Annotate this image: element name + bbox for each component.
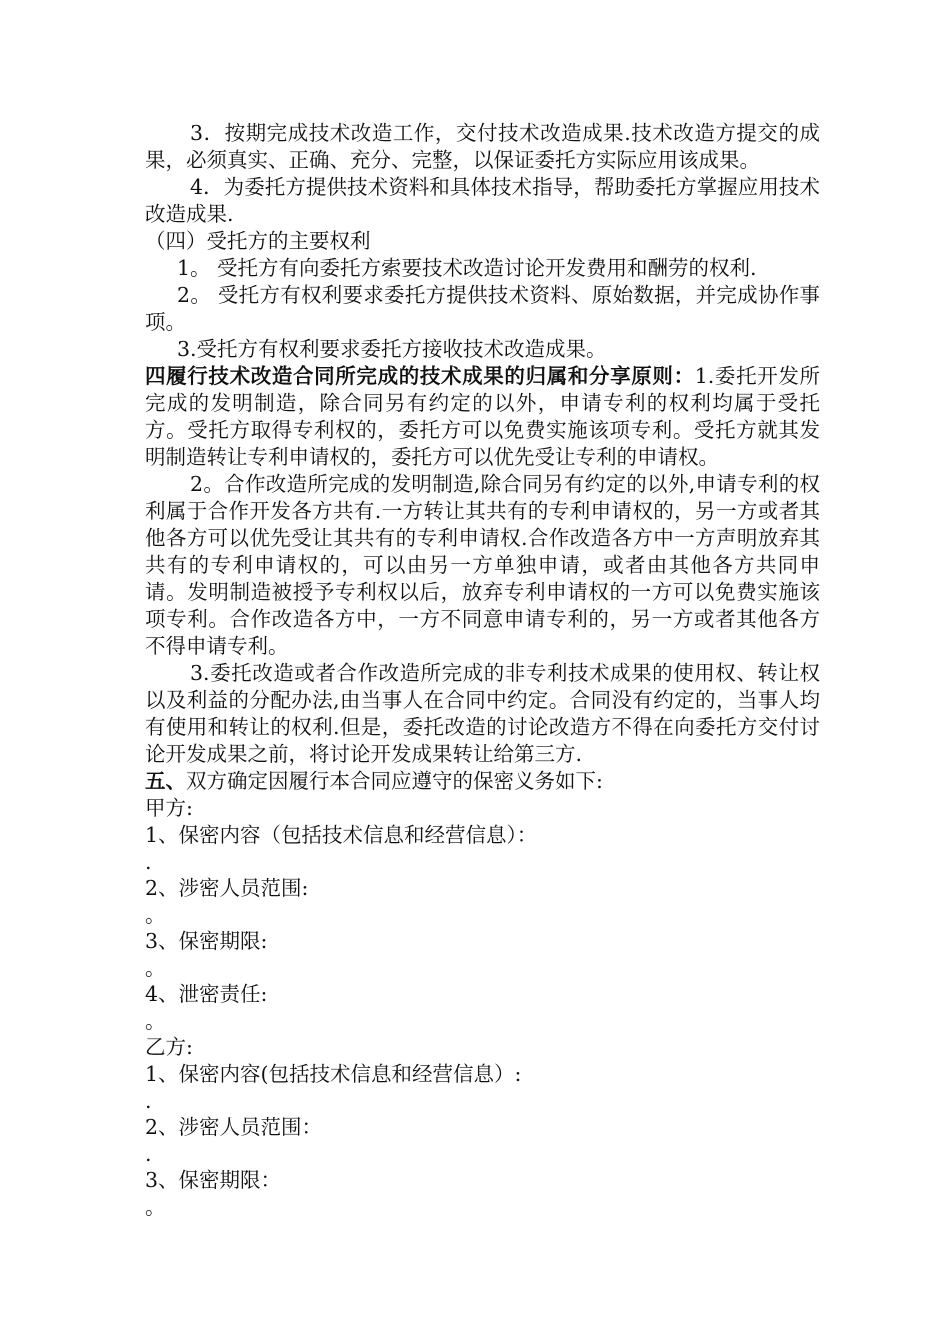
document-page: [145, 120, 820, 1220]
paragraph-cooperation-3: 3.委托改造或者合作改造所完成的非专利技术成果的使用权、转让权以及利益的分配办法,由当事人在合同中约定。合同没有约定的，当事人均有使用和转让的权利.但是，委托改造的讨论改造方不得在向委托方交付讨论开发成果之前，将讨论开发成果转让给第三方.: [145, 661, 820, 766]
party-a-item-blank: .: [145, 850, 152, 874]
section-five-title: [145, 768, 820, 795]
party-a-item-blank: 。: [145, 903, 166, 927]
party-a-label: 甲方:: [145, 796, 193, 820]
section-five-number: 五、: [145, 769, 186, 793]
heading-trustee-rights: （四）受托方的主要权利: [145, 229, 371, 253]
party-a-item-blank: 。: [145, 956, 166, 980]
paragraph-cooperation-2: 2。合作改造所完成的发明制造,除合同另有约定的以外,申请专利的权利属于合作开发各方共有.一方转让其共有的专利申请权的，另一方或者其他各方可以优先受让其共有的专利申请权.合作改造各方中一方声明放弃其共有的专利申请权的，可以由另一方单独申请，或者由其他各方共同申请。发明制造被授予专利权以后，放弃专利申请权的一方可以免费实施该项专利。合作改造各方中，一方不同意申请专利的，另一方或者其他各方不得申请专利。: [145, 472, 820, 658]
party-b-item-blank: 。: [145, 1195, 166, 1219]
party-a-item-label: 2、涉密人员范围:: [145, 876, 309, 900]
party-a-item-label: 1、保密内容（包括技术信息和经营信息）：: [145, 823, 538, 847]
party-a-item-blank: 。: [145, 1009, 166, 1033]
party-b-item-label: 2、涉密人员范围：: [145, 1115, 323, 1139]
party-b-item-blank: .: [145, 1142, 152, 1166]
party-b-item-label: 3、保密期限：: [145, 1168, 282, 1192]
party-b-item-label: 1、保密内容(包括技术信息和经营信息）:: [145, 1062, 522, 1086]
section-four-title: 四履行技术改造合同所完成的技术成果的归属和分享原则：: [145, 364, 695, 388]
paragraph-right-3: 3.受托方有权利要求委托方接收技术改造成果。: [177, 337, 607, 361]
paragraph-right-1: 1。 受托方有向委托方索要技术改造讨论开发费用和酬劳的权利.: [177, 256, 757, 280]
paragraph-duty-4: 4．为委托方提供技术资料和具体技术指导，帮助委托方掌握应用技术改造成果.: [145, 175, 820, 226]
party-a-item-label: 3、保密期限:: [145, 929, 268, 953]
party-b-item-blank: .: [145, 1089, 152, 1113]
section-four: [145, 363, 820, 471]
party-b-label: 乙方:: [145, 1035, 193, 1059]
section-four-text: 1.委托开发所完成的发明制造，除合同另有约定的以外，申请专利的权利均属于受托方。受托方取得专利权的，委托方可以免费实施该项专利。受托方就其发明制造转让专利申请权的，委托方可以优先受让专利的申请权。: [145, 364, 821, 469]
section-five-text: 双方确定因履行本合同应遵守的保密义务如下:: [186, 769, 603, 793]
paragraph-duty-3: 3．按期完成技术改造工作，交付技术改造成果.技术改造方提交的成果，必须真实、正确、充分、完整，以保证委托方实际应用该成果。: [145, 121, 820, 172]
paragraph-right-2: 2。 受托方有权利要求委托方提供技术资料、原始数据，并完成协作事项。: [145, 283, 820, 334]
party-a-item-label: 4、泄密责任:: [145, 982, 268, 1006]
